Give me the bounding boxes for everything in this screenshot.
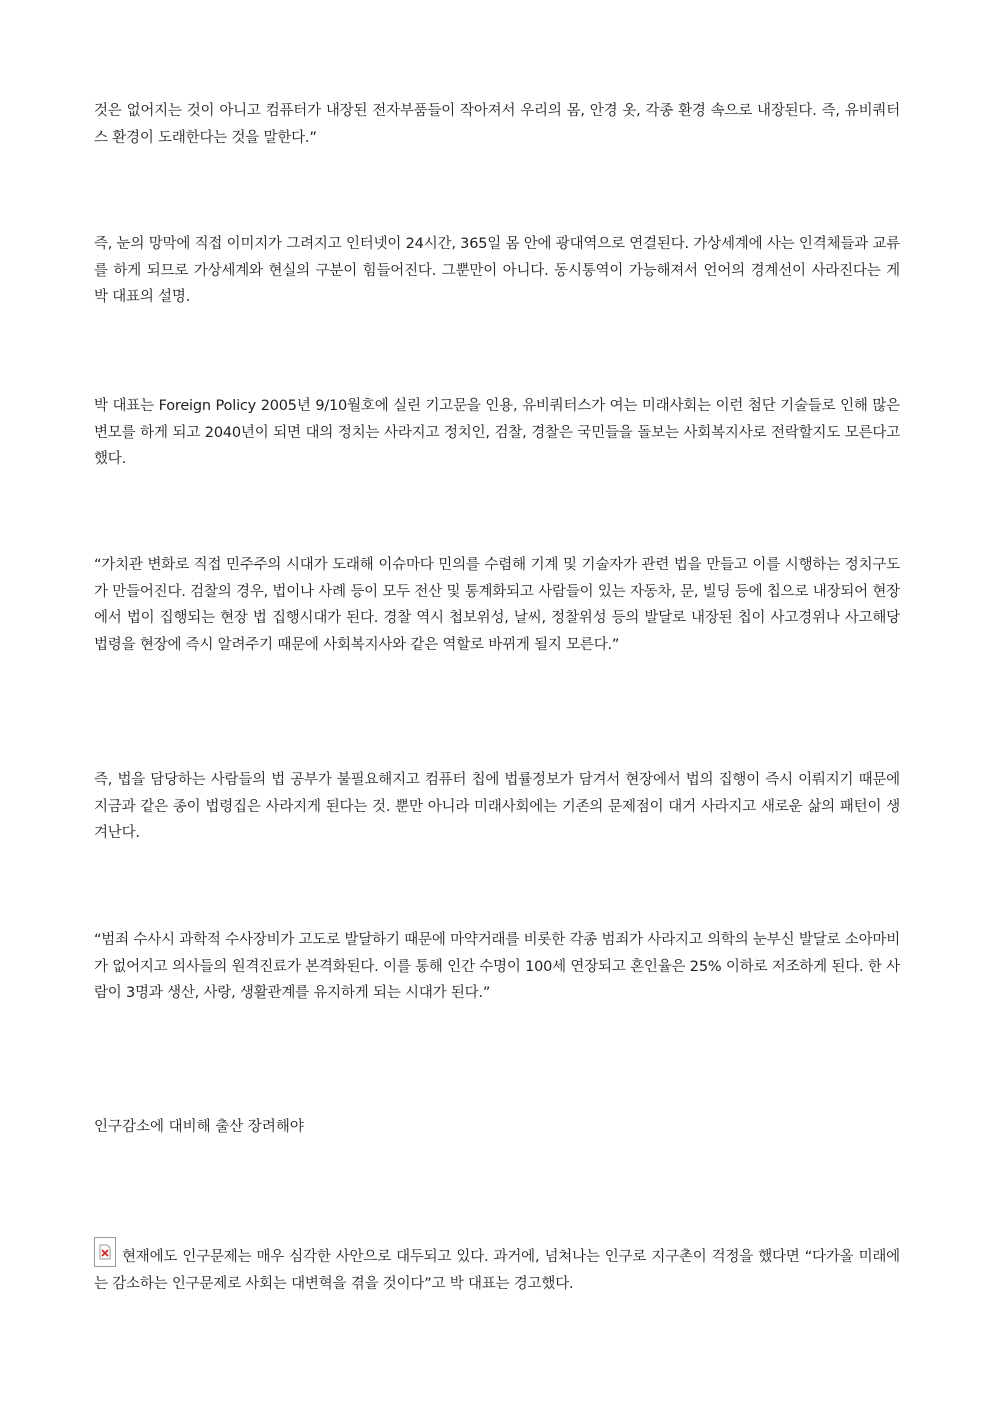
section-heading: 인구감소에 대비해 출산 장려해야 <box>94 1119 304 1135</box>
paragraph-3: 박 대표는 Foreign Policy 2005년 9/10월호에 실린 기고문을 인용, 유비쿼터스가 여는 미래사회는 이런 첨단 기술들로 인해 많은 변모를 하게 되고 2040년이 되면 대의 정치는 사라지고 정치인, 검찰, 경찰은 국민들을 돌보는 사회복지사로 전락할지도 모른다고 했다. <box>94 398 900 467</box>
paragraph-2: 즉, 눈의 망막에 직접 이미지가 그려지고 인터넷이 24시간, 365일 몸 안에 광대역으로 연결된다. 가상세계에 사는 인격체들과 교류를 하게 되므로 가상세계와 현실의 구분이 힘들어진다. 그뿐만이 아니다. 동시통역이 가능해져서 언어의 경계선이 사라진다는 게 박 대표의 설명. <box>94 236 900 305</box>
paragraph-6: “범죄 수사시 과학적 수사장비가 고도로 발달하기 때문에 마약거래를 비롯한 각종 범죄가 사라지고 의학의 눈부신 발달로 소아마비가 없어지고 의사들의 원격진료가 본격화된다. 이를 통해 인간 수명이 100세 연장되고 혼인율은 25% 이하로 저조하게 된다. 한 사람이 3명과 생산, 사랑, 생활관계를 유지하게 되는 시대가 된다.” <box>94 932 900 1001</box>
paragraph-7 <box>94 1237 900 1297</box>
paragraph-7-text: 현재에도 인구문제는 매우 심각한 사안으로 대두되고 있다. 과거에, 넘쳐나는 인구로 지구촌이 걱정을 했다면 “다가올 미래에는 감소하는 인구문제로 사회는 대변혁을 겪을 것이다”고 박 대표는 경고했다. <box>94 1249 900 1292</box>
paragraph-4: “가치관 변화로 직접 민주주의 시대가 도래해 이슈마다 민의를 수렴해 기계 및 기술자가 관련 법을 만들고 이를 시행하는 정치구도가 만들어진다. 검찰의 경우, 법이나 사례 등이 모두 전산 및 통계화되고 사람들이 있는 자동차, 문, 빌딩 등에 칩으로 내장되어 현장에서 법이 집행되는 현장 법 집행시대가 된다. 경찰 역시 첩보위성, 날씨, 정찰위성 등의 발달로 내장된 칩이 사고경위나 사고해당 법령을 현장에 즉시 알려주기 때문에 사회복지사와 같은 역할로 바뀌게 될지 모른다.” <box>94 557 900 653</box>
paragraph-5: 즉, 법을 담당하는 사람들의 법 공부가 불필요해지고 컴퓨터 칩에 법률정보가 담겨서 현장에서 법의 집행이 즉시 이뤄지기 때문에 지금과 같은 종이 법령집은 사라지게 된다는 것. 뿐만 아니라 미래사회에는 기존의 문제점이 대거 사라지고 새로운 삶의 패턴이 생겨난다. <box>94 772 900 841</box>
paragraph-1: 것은 없어지는 것이 아니고 컴퓨터가 내장된 전자부품들이 작아져서 우리의 몸, 안경 옷, 각종 환경 속으로 내장된다. 즉, 유비쿼터스 환경이 도래한다는 것을 말한다.” <box>94 103 900 146</box>
broken-image-icon <box>94 1237 116 1267</box>
